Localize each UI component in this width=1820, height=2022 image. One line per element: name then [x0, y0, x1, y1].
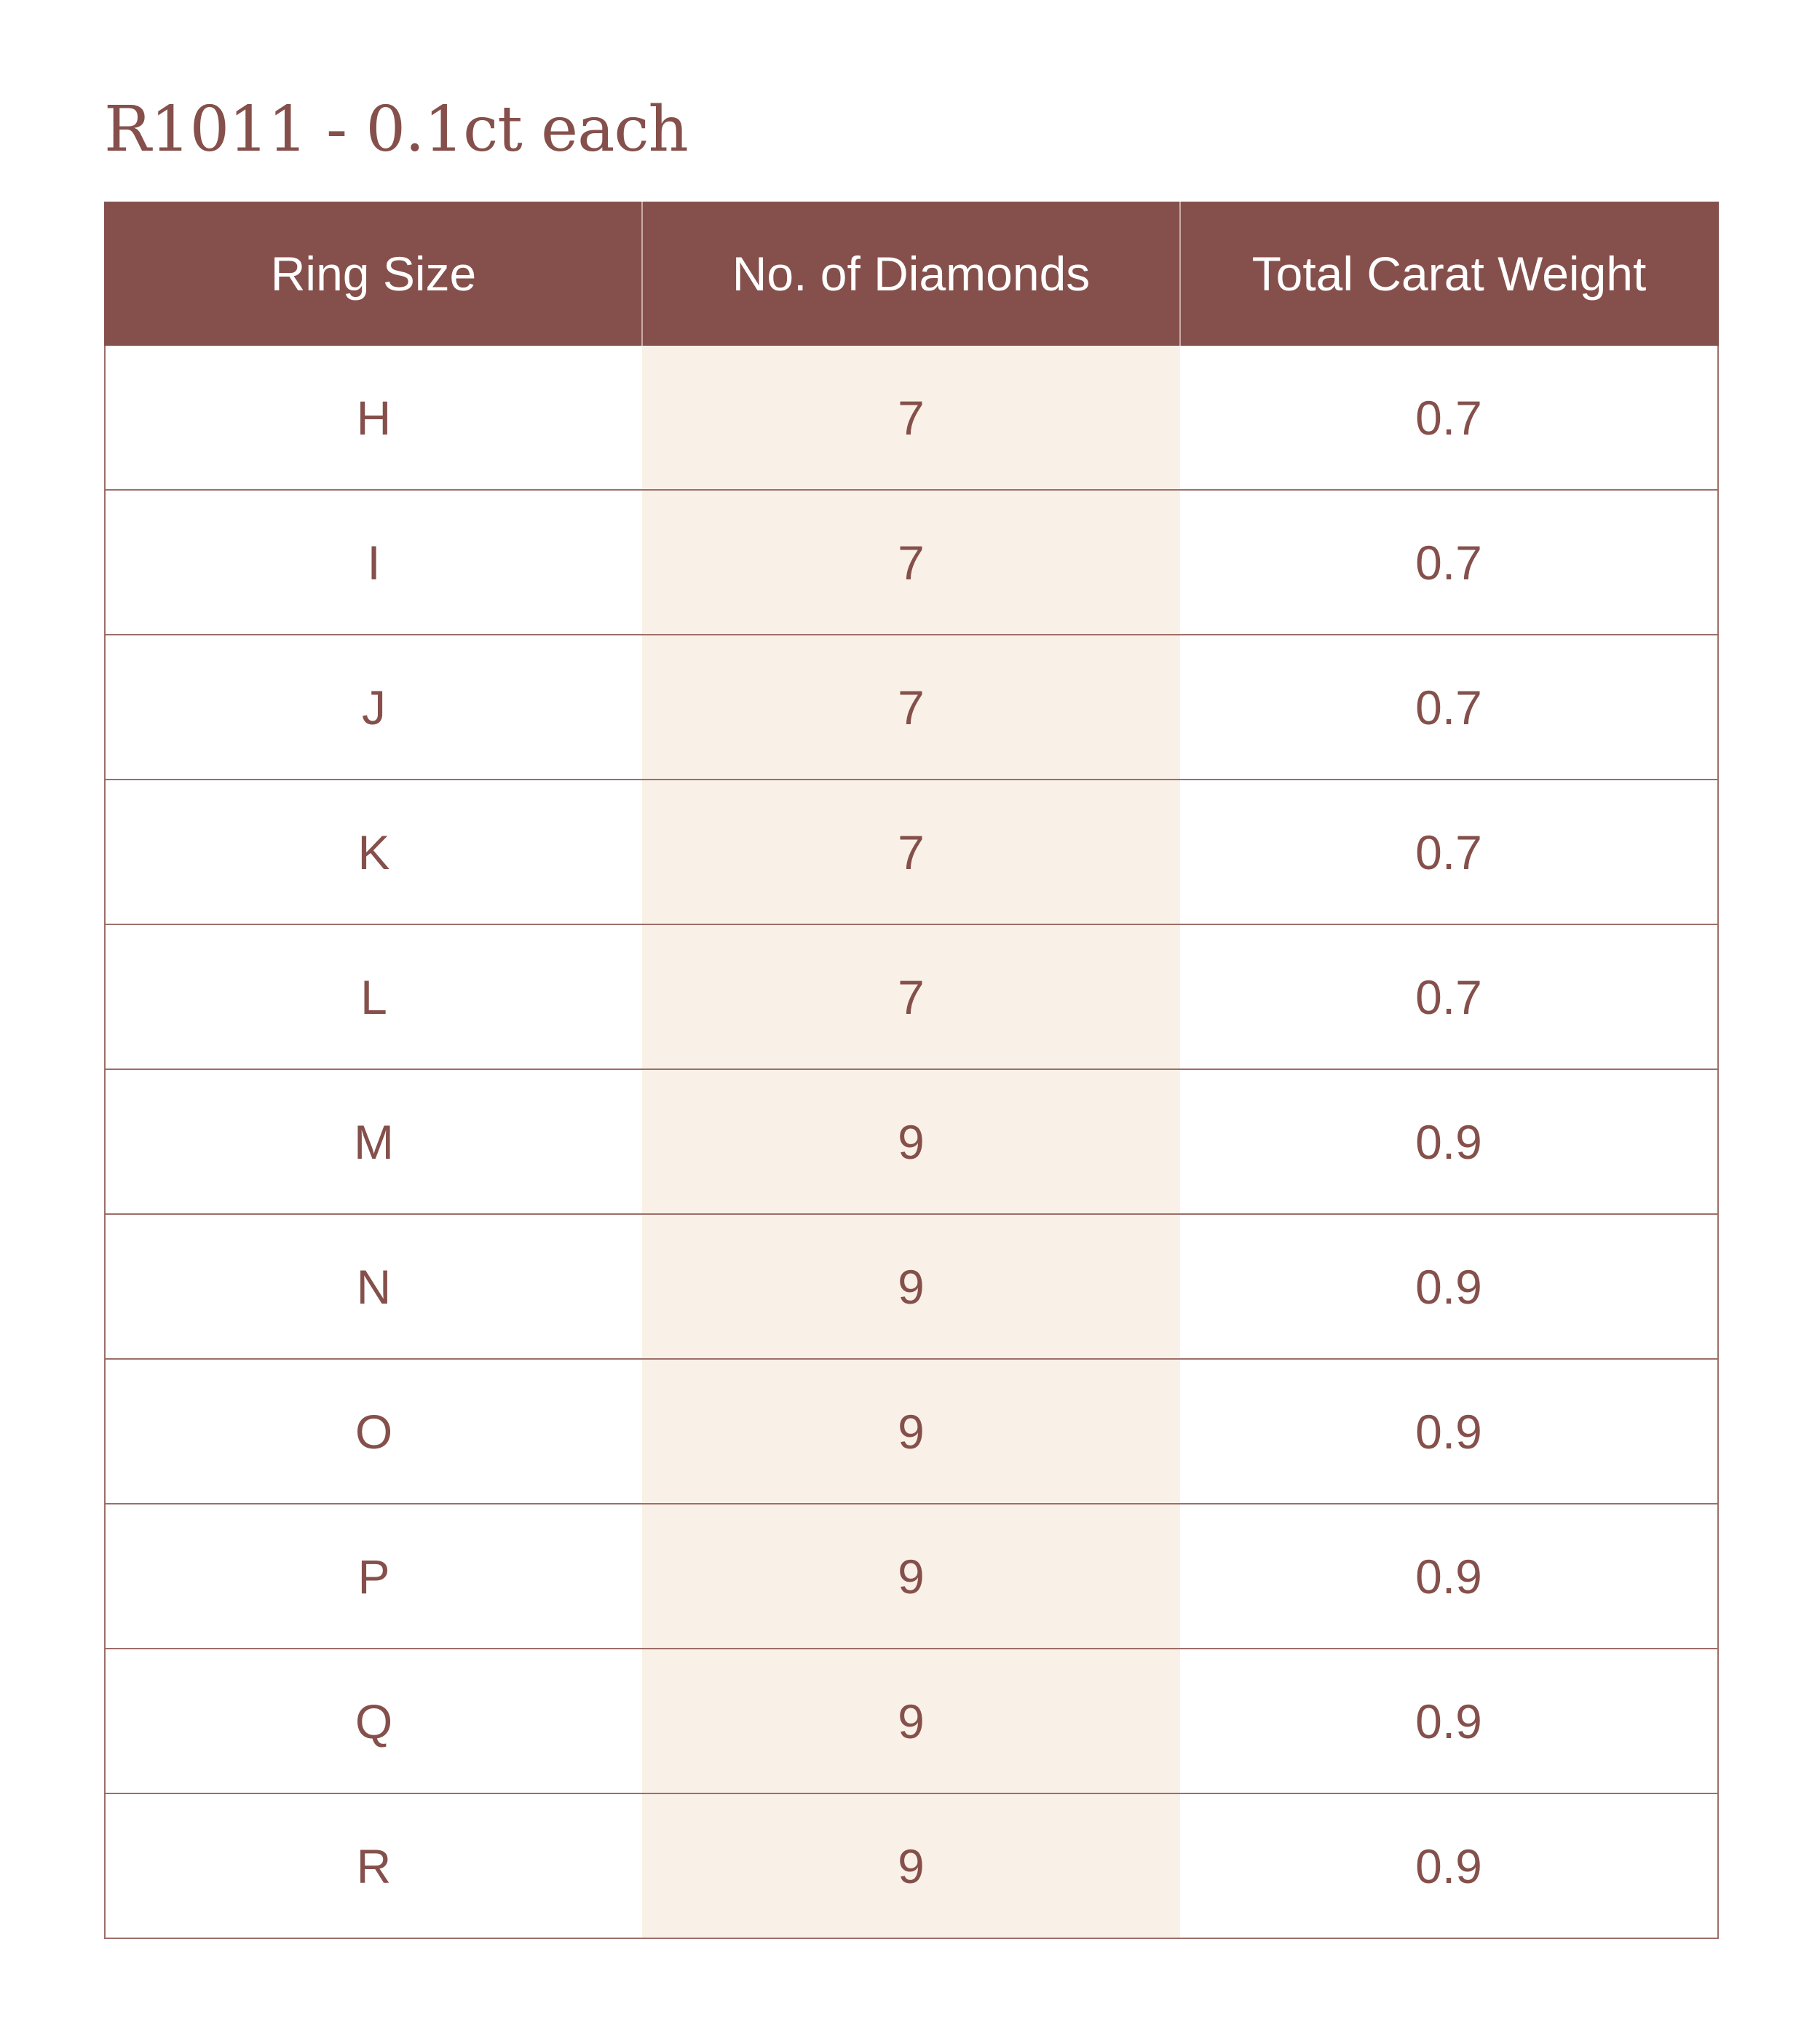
diamond-count-cell: 9	[642, 1793, 1180, 1938]
ring-size-cell: M	[105, 1069, 642, 1214]
ring-size-cell: L	[105, 924, 642, 1069]
diamond-count-cell: 9	[642, 1504, 1180, 1649]
diamond-count-cell: 7	[642, 635, 1180, 780]
table-row	[105, 1793, 1718, 1938]
table-row	[105, 635, 1718, 780]
diamond-count-cell: 7	[642, 490, 1180, 635]
table-row	[105, 346, 1718, 490]
diamond-count-cell: 9	[642, 1649, 1180, 1793]
ring-size-cell: K	[105, 780, 642, 924]
table-row	[105, 1504, 1718, 1649]
ring-size-cell: R	[105, 1793, 642, 1938]
table-row	[105, 1359, 1718, 1504]
ring-size-cell: J	[105, 635, 642, 780]
ring-size-cell: O	[105, 1359, 642, 1504]
table-row	[105, 780, 1718, 924]
table-row	[105, 490, 1718, 635]
diamond-count-cell: 7	[642, 924, 1180, 1069]
ring-size-cell: Q	[105, 1649, 642, 1793]
ring-size-cell: I	[105, 490, 642, 635]
carat-weight-cell: 0.9	[1180, 1649, 1718, 1793]
carat-weight-cell: 0.7	[1180, 346, 1718, 490]
carat-weight-cell: 0.9	[1180, 1504, 1718, 1649]
carat-weight-cell: 0.9	[1180, 1214, 1718, 1359]
diamond-count-cell: 9	[642, 1214, 1180, 1359]
carat-weight-cell: 0.9	[1180, 1793, 1718, 1938]
ring-size-cell: N	[105, 1214, 642, 1359]
table-header-row	[105, 202, 1718, 346]
column-header-total-carat-weight: Total Carat Weight	[1180, 202, 1718, 346]
carat-weight-cell: 0.7	[1180, 635, 1718, 780]
ring-size-cell: H	[105, 346, 642, 490]
page-title: R1011 - 0.1ct each	[104, 93, 688, 166]
table-row	[105, 1214, 1718, 1359]
ring-size-table	[104, 202, 1719, 1939]
column-header-no-of-diamonds: No. of Diamonds	[642, 202, 1180, 346]
column-header-ring-size: Ring Size	[105, 202, 642, 346]
ring-size-cell: P	[105, 1504, 642, 1649]
carat-weight-cell: 0.9	[1180, 1069, 1718, 1214]
table-header	[105, 202, 1718, 346]
diamond-count-cell: 7	[642, 780, 1180, 924]
carat-weight-cell: 0.7	[1180, 780, 1718, 924]
carat-weight-cell: 0.7	[1180, 490, 1718, 635]
diamond-count-cell: 7	[642, 346, 1180, 490]
diamond-count-cell: 9	[642, 1069, 1180, 1214]
carat-weight-cell: 0.9	[1180, 1359, 1718, 1504]
table-row	[105, 1649, 1718, 1793]
carat-weight-cell: 0.7	[1180, 924, 1718, 1069]
table-body	[105, 346, 1718, 1938]
table-row	[105, 924, 1718, 1069]
diamond-count-cell: 9	[642, 1359, 1180, 1504]
table-row	[105, 1069, 1718, 1214]
